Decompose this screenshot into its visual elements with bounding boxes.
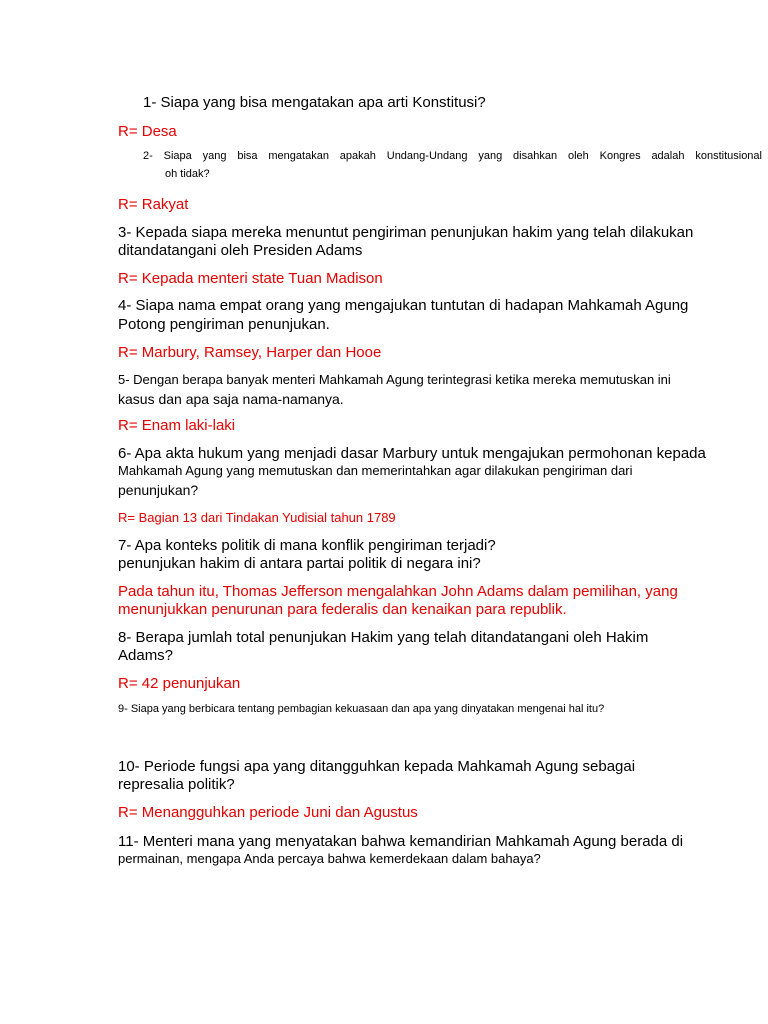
question-6-line-3: penunjukan?	[118, 482, 199, 498]
question-11-line-1: 11- Menteri mana yang menyatakan bahwa kemandirian Mahkamah Agung berada di	[118, 833, 684, 850]
question-8-line-2: Adams?	[118, 647, 174, 664]
question-10-line-2: represalia politik?	[118, 776, 235, 793]
answer-1: R= Desa	[118, 123, 177, 140]
question-3-line-2: ditandatangani oleh Presiden Adams	[118, 242, 363, 259]
question-2-line-2: oh tidak?	[165, 168, 210, 180]
question-4-line-1: 4- Siapa nama empat orang yang mengajukan tuntutan di hadapan Mahkamah Agung	[118, 297, 689, 314]
question-2-line-1: 2- Siapa yang bisa mengatakan apakah Undang-Undang yang disahkan oleh Kongres adalah konstitusional	[143, 150, 762, 162]
answer-2: R= Rakyat	[118, 196, 189, 213]
question-1: 1- Siapa yang bisa mengatakan apa arti Konstitusi?	[143, 94, 486, 111]
question-10-line-1: 10- Periode fungsi apa yang ditangguhkan kepada Mahkamah Agung sebagai	[118, 758, 636, 775]
answer-4: R= Marbury, Ramsey, Harper dan Hooe	[118, 344, 382, 361]
question-8-line-1: 8- Berapa jumlah total penunjukan Hakim yang telah ditandatangani oleh Hakim	[118, 629, 649, 646]
answer-7-line-1: Pada tahun itu, Thomas Jefferson mengalahkan John Adams dalam pemilihan, yang	[118, 583, 678, 600]
question-7-line-1: 7- Apa konteks politik di mana konflik pengiriman terjadi?	[118, 537, 496, 554]
question-3-line-1: 3- Kepada siapa mereka menuntut pengiriman penunjukan hakim yang telah dilakukan	[118, 224, 694, 241]
answer-3: R= Kepada menteri state Tuan Madison	[118, 270, 383, 287]
question-6-line-1: 6- Apa akta hukum yang menjadi dasar Marbury untuk mengajukan permohonan kepada	[118, 445, 706, 462]
answer-7-line-2: menunjukkan penurunan para federalis dan kenaikan para republik.	[118, 601, 567, 618]
question-5-line-1: 5- Dengan berapa banyak menteri Mahkamah Agung terintegrasi ketika mereka memutuskan ini	[118, 372, 671, 387]
question-4-line-2: Potong pengiriman penunjukan.	[118, 316, 330, 333]
question-5-line-2: kasus dan apa saja nama-namanya.	[118, 391, 344, 407]
answer-10: R= Menangguhkan periode Juni dan Agustus	[118, 804, 418, 821]
answer-8: R= 42 penunjukan	[118, 675, 241, 692]
question-11-line-2: permainan, mengapa Anda percaya bahwa kemerdekaan dalam bahaya?	[118, 851, 541, 866]
answer-5: R= Enam laki-laki	[118, 417, 236, 434]
question-6-line-2: Mahkamah Agung yang memutuskan dan memerintahkan agar dilakukan pengiriman dari	[118, 463, 633, 478]
answer-6: R= Bagian 13 dari Tindakan Yudisial tahun 1789	[118, 510, 396, 525]
question-9: 9- Siapa yang berbicara tentang pembagian kekuasaan dan apa yang dinyatakan mengenai hal itu?	[118, 703, 605, 715]
question-7-line-2: penunjukan hakim di antara partai politik di negara ini?	[118, 555, 481, 572]
